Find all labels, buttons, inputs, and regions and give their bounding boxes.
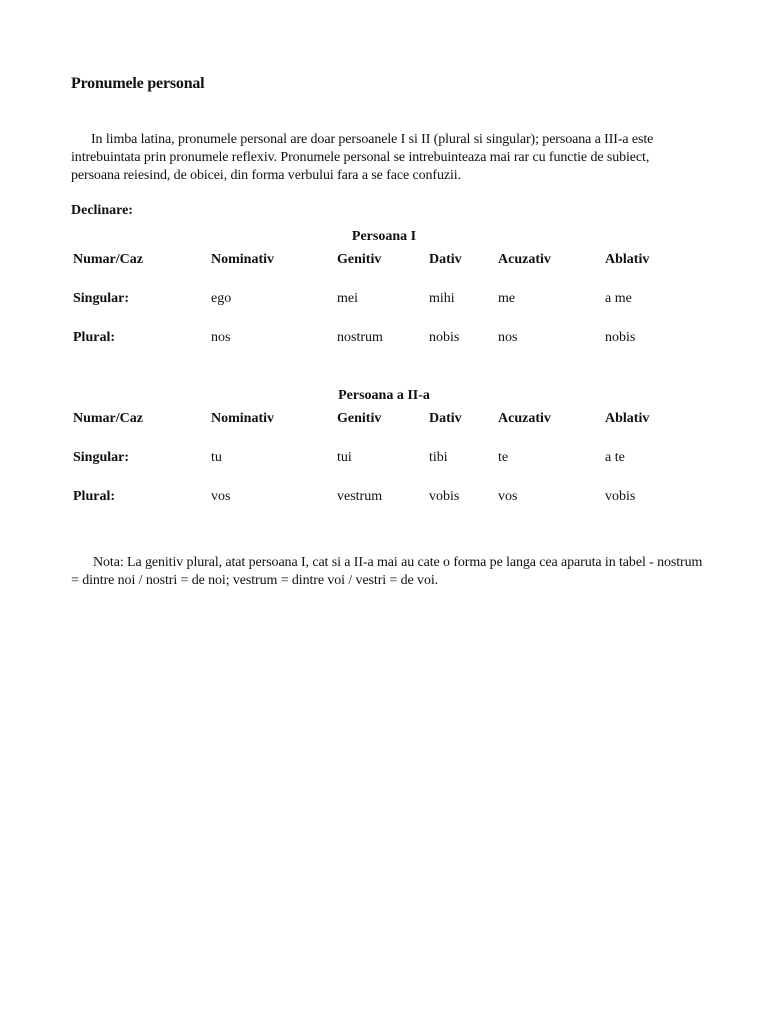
table-cell: a te — [605, 450, 625, 465]
intro-paragraph: In limba latina, pronumele personal are doar persoanele I si II (plural si singular); persoana a III-a este intrebuintata prin pronumele reflexiv. Pronumele personal se intrebuinteaza mai rar cu functie de subiect, persoana reiesind, de obicei, din forma verbului fara a se face confuzii. — [71, 132, 654, 183]
table-cell: nostrum — [337, 330, 383, 345]
table-row — [0, 291, 768, 309]
note-paragraph: Nota: La genitiv plural, atat persoana I, cat si a II-a mai au cate o forma pe langa cea aparuta in tabel - nostrum = dintre noi / nostri = de noi; vestrum = dintre voi / vestri = de voi. — [71, 555, 703, 588]
table-cell: a me — [605, 291, 632, 306]
row-label: Singular: — [73, 291, 130, 306]
section-heading-declinare: Declinare: — [71, 203, 133, 218]
table-title: Persoana I — [351, 229, 417, 244]
header-cell: Dativ — [429, 411, 462, 426]
table-row — [0, 330, 768, 348]
table-cell: vos — [498, 489, 518, 504]
table-header-row — [0, 411, 768, 429]
header-cell: Genitiv — [337, 411, 382, 426]
header-cell: Nominativ — [211, 252, 274, 267]
table-title: Persoana a II-a — [338, 388, 430, 403]
row-label: Singular: — [73, 450, 130, 465]
table-cell: vestrum — [337, 489, 383, 504]
header-cell: Dativ — [429, 252, 462, 267]
table-cell: nos — [211, 330, 231, 345]
header-cell: Numar/Caz — [73, 252, 143, 267]
table-header-row — [0, 252, 768, 270]
table-row — [0, 450, 768, 468]
header-cell: Ablativ — [605, 411, 650, 426]
table-cell: ego — [211, 291, 232, 306]
header-cell: Genitiv — [337, 252, 382, 267]
table-cell: me — [498, 291, 516, 306]
table-cell: tui — [337, 450, 352, 465]
table-row — [0, 489, 768, 507]
declension-table-persoana-2 — [0, 388, 768, 508]
table-cell: mihi — [429, 291, 455, 306]
header-cell: Ablativ — [605, 252, 650, 267]
table-cell: mei — [337, 291, 358, 306]
table-cell: nobis — [429, 330, 460, 345]
page-title: Pronumele personal — [71, 75, 205, 92]
row-label: Plural: — [73, 330, 115, 345]
header-cell: Acuzativ — [498, 411, 551, 426]
header-cell: Acuzativ — [498, 252, 551, 267]
table-cell: vobis — [605, 489, 636, 504]
declension-table-persoana-1 — [0, 229, 768, 349]
row-label: Plural: — [73, 489, 115, 504]
header-cell: Numar/Caz — [73, 411, 143, 426]
table-cell: tibi — [429, 450, 448, 465]
table-cell: te — [498, 450, 509, 465]
table-cell: nobis — [605, 330, 636, 345]
header-cell: Nominativ — [211, 411, 274, 426]
table-cell: vos — [211, 489, 231, 504]
table-cell: tu — [211, 450, 222, 465]
table-cell: vobis — [429, 489, 460, 504]
table-cell: nos — [498, 330, 518, 345]
